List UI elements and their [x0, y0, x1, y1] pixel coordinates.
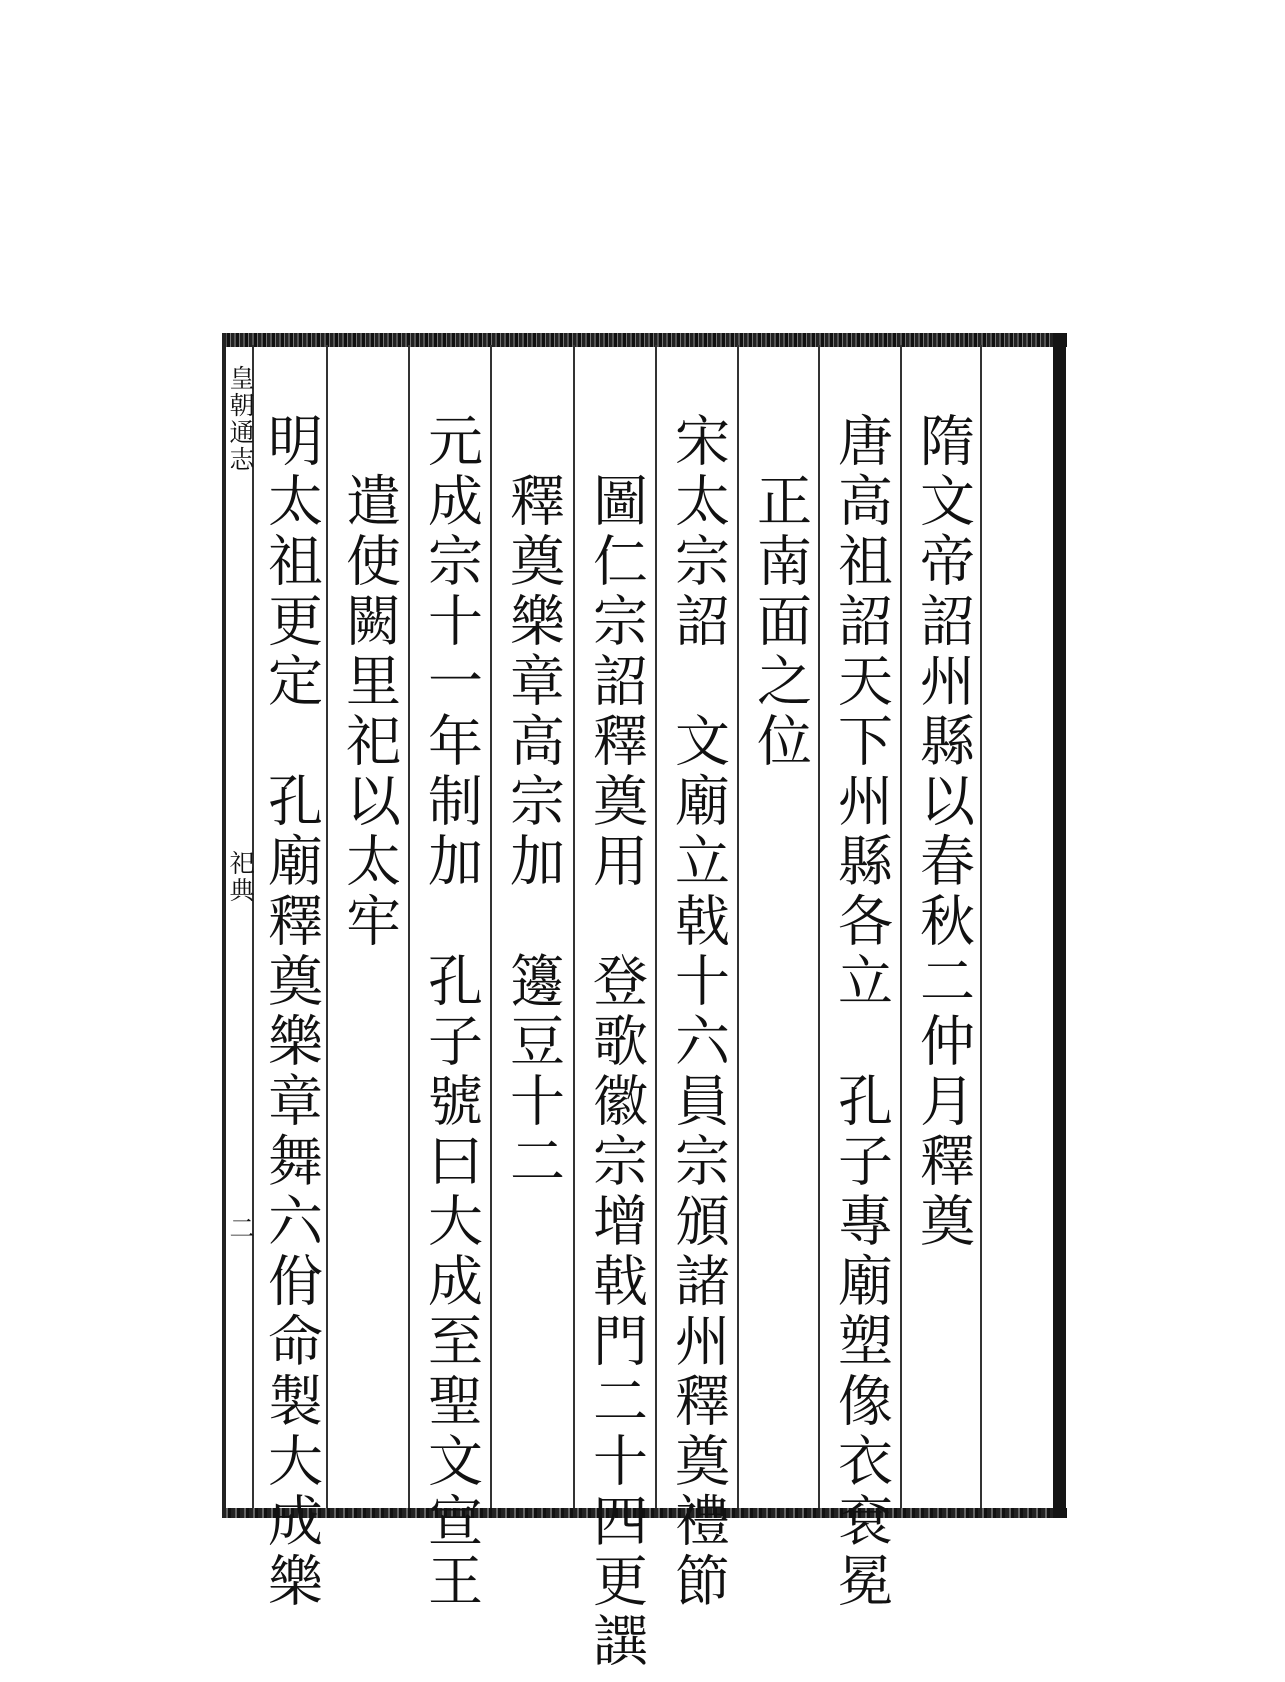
frame-right-border	[1053, 333, 1066, 1518]
text-column-3: 正南面之位	[748, 412, 812, 772]
text-column-9: 明太祖更定 孔廟釋奠樂章舞六佾命製大成樂	[259, 412, 323, 1612]
column-rule	[408, 345, 410, 1508]
folio-number: 二	[226, 1215, 255, 1242]
text-column-6: 釋奠樂章高宗加 籩豆十二	[501, 412, 565, 1192]
column-rule	[655, 345, 657, 1508]
text-column-8: 遣使闕里祀以太牢	[337, 412, 401, 952]
column-rule	[326, 345, 328, 1508]
frame-top-border	[222, 333, 1067, 347]
column-rule	[818, 345, 820, 1508]
column-rule	[900, 345, 902, 1508]
section-title: 祀典	[226, 850, 255, 904]
text-column-4: 宋太宗詔 文廟立戟十六員宗頒諸州釋奠禮節	[666, 412, 730, 1612]
book-title: 皇朝通志	[226, 365, 255, 473]
column-rule	[490, 345, 492, 1508]
column-rule	[980, 345, 982, 1508]
column-rule	[737, 345, 739, 1508]
text-column-1: 隋文帝詔州縣以春秋二仲月釋奠	[911, 412, 975, 1252]
column-rule	[573, 345, 575, 1508]
text-column-7: 元成宗十一年制加 孔子號曰大成至聖文宣王	[419, 412, 483, 1612]
plate-center-strip	[226, 345, 255, 1508]
text-column-2: 唐高祖詔天下州縣各立 孔子專廟塑像衣袞冕	[829, 412, 893, 1612]
column-rule	[252, 345, 254, 1508]
text-column-5: 圖仁宗詔釋奠用 登歌徽宗增戟門二十四更譔	[584, 412, 648, 1672]
